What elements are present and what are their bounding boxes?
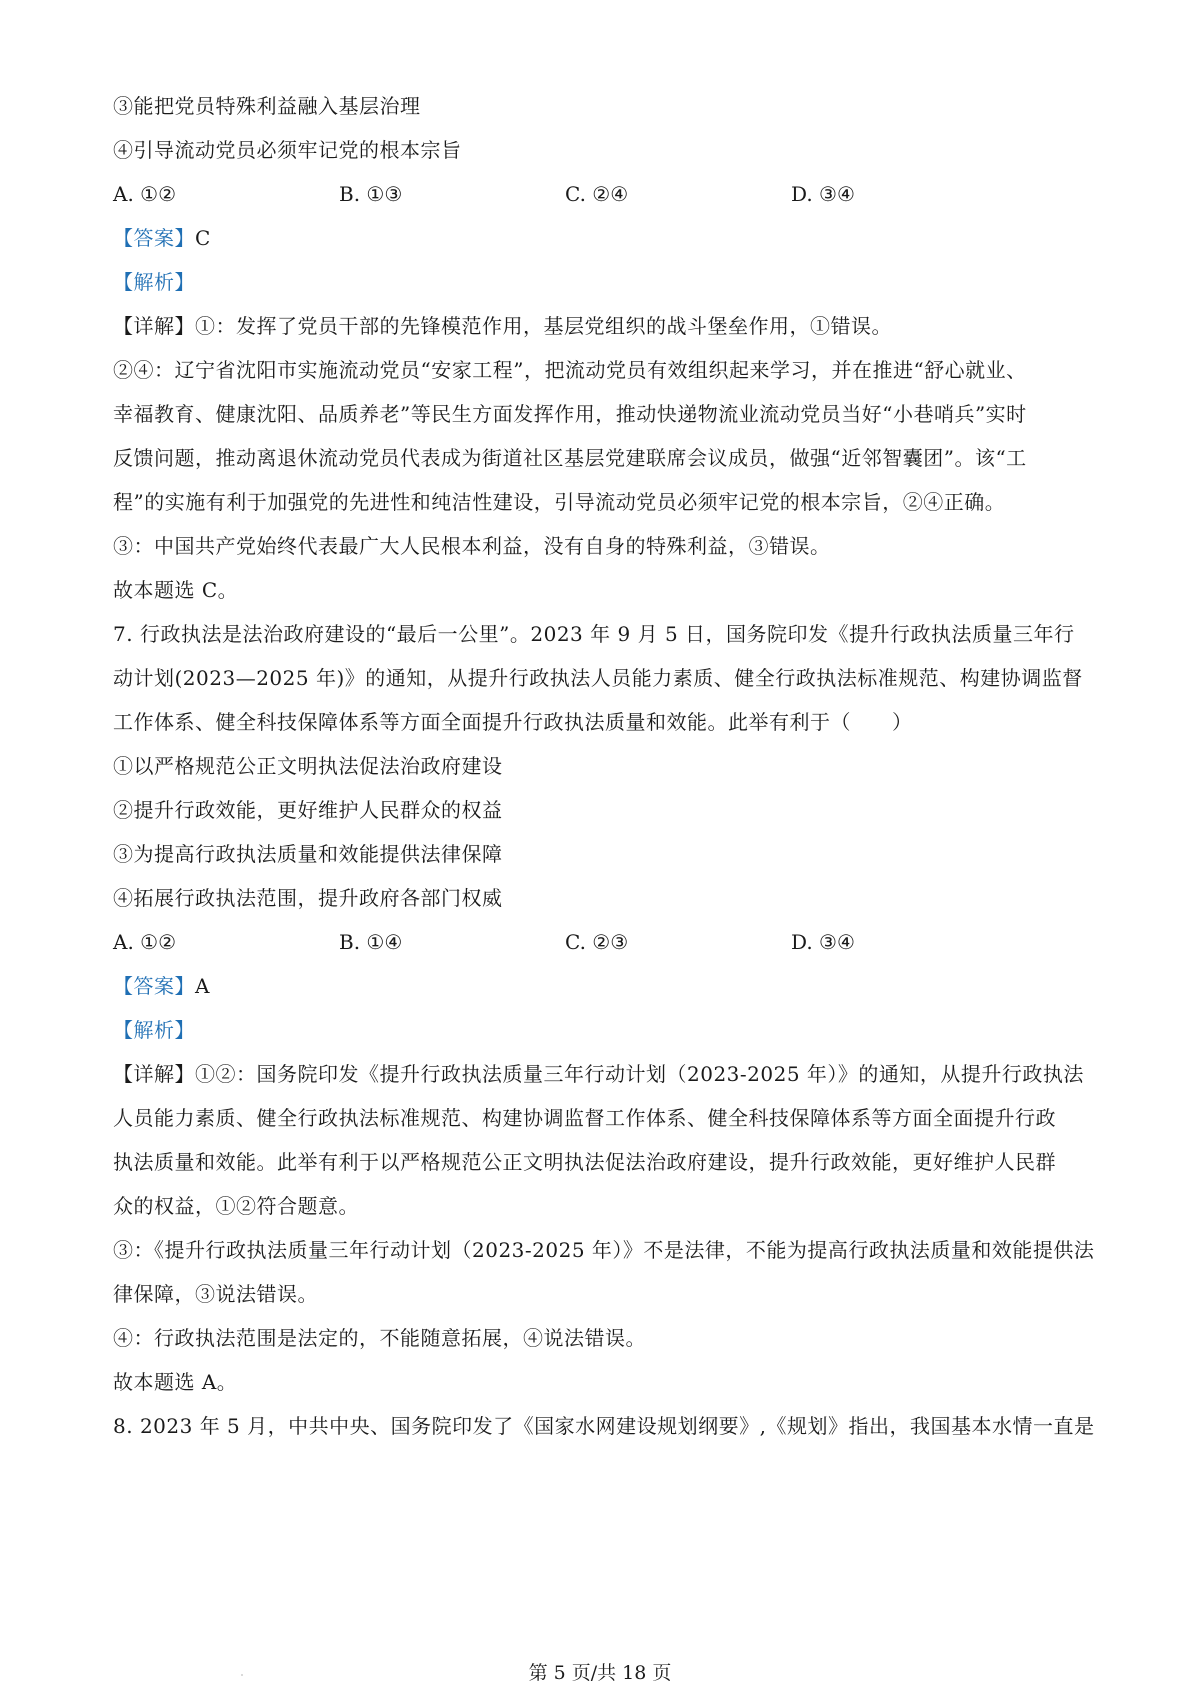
- q7-choice-b: B. ①④: [339, 930, 403, 954]
- q7-option-2: ②提升行政效能，更好维护人民群众的权益: [113, 798, 503, 822]
- q6-detail-line: ②④：辽宁省沈阳市实施流动党员“安家工程”，把流动党员有效组织起来学习，并在推进“舒心就业、: [113, 358, 1027, 382]
- q7-stem-line: 7. 行政执法是法治政府建设的“最后一公里”。2023 年 9 月 5 日，国务院印发《提升行政执法质量三年行: [113, 622, 1075, 646]
- q7-detail-line: ④：行政执法范围是法定的，不能随意拓展，④说法错误。: [113, 1326, 646, 1350]
- q7-choices: [113, 928, 1103, 956]
- q7-stem-line: 动计划(2023—2025 年)》的通知，从提升行政执法人员能力素质、健全行政执法标准规范、构建协调监督: [113, 666, 1083, 690]
- q6-choice-c: C. ②④: [565, 182, 629, 206]
- q6-option-4: ④引导流动党员必须牢记党的根本宗旨: [113, 138, 462, 162]
- page-number-footer: 第 5 页/共 18 页: [528, 1662, 672, 1684]
- detail-tag: 【详解】: [113, 314, 195, 338]
- q7-detail-line: [113, 1060, 1103, 1088]
- q6-choice-d: D. ③④: [791, 182, 855, 206]
- q7-conclusion: 故本题选 A。: [113, 1370, 238, 1394]
- q6-detail-line: [113, 312, 1103, 340]
- q7-analysis-heading: [113, 1016, 1103, 1044]
- q7-option-1: ①以严格规范公正文明执法促法治政府建设: [113, 754, 503, 778]
- answer-value: A: [195, 974, 210, 998]
- q6-analysis-heading: [113, 268, 1103, 296]
- q7-choice-d: D. ③④: [791, 930, 855, 954]
- answer-value: C: [195, 226, 211, 250]
- q7-option-4: ④拓展行政执法范围，提升政府各部门权威: [113, 886, 503, 910]
- detail-tag: 【详解】: [113, 1062, 195, 1086]
- q6-detail-line: ③：中国共产党始终代表最广大人民根本利益，没有自身的特殊利益，③错误。: [113, 534, 831, 558]
- q7-option-3: ③为提高行政执法质量和效能提供法律保障: [113, 842, 503, 866]
- analysis-tag: 【解析】: [113, 270, 195, 294]
- q6-detail-line: 幸福教育、健康沈阳、品质养老”等民生方面发挥作用，推动快递物流业流动党员当好“小巷哨兵”实时: [113, 402, 1027, 426]
- answer-tag: 【答案】: [113, 974, 195, 998]
- q6-choices: [113, 180, 1103, 208]
- q6-conclusion: 故本题选 C。: [113, 578, 239, 602]
- q7-choice-c: C. ②③: [565, 930, 629, 954]
- q7-detail-line: 众的权益，①②符合题意。: [113, 1194, 359, 1218]
- q7-choice-a: A. ①②: [113, 930, 177, 954]
- q6-option-3: ③能把党员特殊利益融入基层治理: [113, 94, 421, 118]
- q6-detail-line: 程”的实施有利于加强党的先进性和纯洁性建设，引导流动党员必须牢记党的根本宗旨，②④正确。: [113, 490, 1006, 514]
- q7-stem-line: 工作体系、健全科技保障体系等方面全面提升行政执法质量和效能。此举有利于（ ）: [113, 710, 913, 734]
- q6-detail-line: 反馈问题，推动离退休流动党员代表成为街道社区基层党建联席会议成员，做强“近邻智囊团”。该“工: [113, 446, 1027, 470]
- scan-speck: [241, 1674, 243, 1676]
- q7-detail-line: 律保障，③说法错误。: [113, 1282, 318, 1306]
- detail-text: ①：发挥了党员干部的先锋模范作用，基层党组织的战斗堡垒作用，①错误。: [195, 314, 892, 338]
- q7-detail-line: ③：《提升行政执法质量三年行动计划（2023-2025 年）》不是法律，不能为提高行政执法质量和效能提供法: [113, 1238, 1095, 1262]
- q8-stem-line: 8. 2023 年 5 月，中共中央、国务院印发了《国家水网建设规划纲要》,《规划》指出，我国基本水情一直是: [113, 1414, 1095, 1438]
- answer-tag: 【答案】: [113, 226, 195, 250]
- q7-detail-line: 人员能力素质、健全行政执法标准规范、构建协调监督工作体系、健全科技保障体系等方面全面提升行政: [113, 1106, 1056, 1130]
- q7-detail-line: 执法质量和效能。此举有利于以严格规范公正文明执法促法治政府建设，提升行政效能，更好维护人民群: [113, 1150, 1056, 1174]
- q6-choice-b: B. ①③: [339, 182, 403, 206]
- q6-choice-a: A. ①②: [113, 182, 177, 206]
- analysis-tag: 【解析】: [113, 1018, 195, 1042]
- detail-text: ①②：国务院印发《提升行政执法质量三年行动计划（2023-2025 年）》的通知，从提升行政执法: [195, 1062, 1084, 1086]
- q6-answer: [113, 224, 1103, 252]
- q7-answer: [113, 972, 1103, 1000]
